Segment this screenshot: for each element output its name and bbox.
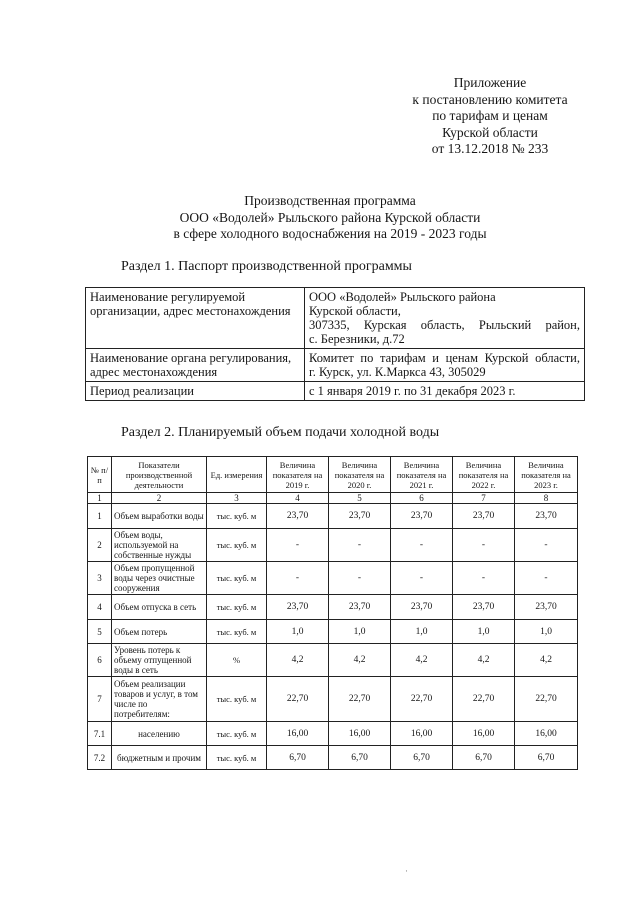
- row-number: 7.1: [88, 722, 112, 746]
- value-2020: 4,2: [329, 644, 391, 677]
- passport-value-line: с. Березники, д.72: [309, 332, 405, 346]
- row-number: 7.2: [88, 746, 112, 770]
- value-2021: 23,70: [391, 595, 453, 620]
- appendix-line: по тарифам и ценам: [432, 108, 548, 123]
- header-cell: Величина показателя на 2021 г.: [391, 457, 453, 493]
- value-2019: -: [267, 562, 329, 595]
- value-2022: -: [453, 562, 515, 595]
- value-2021: 1,0: [391, 620, 453, 644]
- value-2023: 1,0: [515, 620, 578, 644]
- value-2019: 22,70: [267, 677, 329, 722]
- unit-cell: тыс. куб. м: [207, 504, 267, 529]
- passport-value-line: Курской области,: [309, 304, 401, 318]
- unit-cell: тыс. куб. м: [207, 677, 267, 722]
- value-2023: -: [515, 529, 578, 562]
- passport-value-line: Комитет по тарифам и ценам Курской области,: [309, 351, 580, 365]
- value-2019: 6,70: [267, 746, 329, 770]
- value-2022: 16,00: [453, 722, 515, 746]
- row-number: 5: [88, 620, 112, 644]
- passport-value-line: г. Курск, ул. К.Маркса 43, 305029: [309, 365, 486, 379]
- row-number: 2: [88, 529, 112, 562]
- section2-heading: Раздел 2. Планируемый объем подачи холодной воды: [121, 425, 440, 440]
- passport-value-line: 307335, Курская область, Рыльский район,: [309, 318, 580, 332]
- value-2023: 16,00: [515, 722, 578, 746]
- value-2022: 23,70: [453, 595, 515, 620]
- column-number: 8: [515, 493, 578, 504]
- column-number: 2: [112, 493, 207, 504]
- passport-value: [305, 288, 585, 349]
- value-2023: 22,70: [515, 677, 578, 722]
- value-2021: 6,70: [391, 746, 453, 770]
- indicator-name: Объем реализации товаров и услуг, в том числе по потребителям:: [112, 677, 207, 722]
- column-number-row: [88, 493, 578, 504]
- value-2020: 6,70: [329, 746, 391, 770]
- value-2021: -: [391, 529, 453, 562]
- passport-label-text: Период реализации: [90, 384, 194, 398]
- column-number: 4: [267, 493, 329, 504]
- appendix-line: к постановлению комитета: [412, 91, 568, 107]
- value-2020: 22,70: [329, 677, 391, 722]
- passport-value: [305, 349, 585, 382]
- value-2023: 23,70: [515, 595, 578, 620]
- title-line: ООО «Водолей» Рыльского района Курской области: [179, 209, 481, 225]
- value-2020: 23,70: [329, 595, 391, 620]
- table-row: [88, 529, 578, 562]
- value-2022: 23,70: [453, 504, 515, 529]
- table-row: [88, 595, 578, 620]
- row-number: 7: [88, 677, 112, 722]
- passport-value: [305, 382, 585, 401]
- table-row: [88, 562, 578, 595]
- appendix-line: Приложение: [453, 75, 527, 90]
- value-2020: -: [329, 562, 391, 595]
- value-2019: 16,00: [267, 722, 329, 746]
- passport-table: [85, 287, 585, 401]
- volume-table: [87, 456, 578, 770]
- table-row: [88, 677, 578, 722]
- passport-row: [86, 288, 585, 349]
- scan-mark: ·: [405, 866, 408, 876]
- value-2023: 4,2: [515, 644, 578, 677]
- row-number: 4: [88, 595, 112, 620]
- unit-cell: тыс. куб. м: [207, 562, 267, 595]
- indicator-name: Объем выработки воды: [112, 504, 207, 529]
- value-2021: 16,00: [391, 722, 453, 746]
- row-number: 1: [88, 504, 112, 529]
- indicator-name: бюджетным и прочим: [112, 746, 207, 770]
- value-2023: -: [515, 562, 578, 595]
- value-2023: 23,70: [515, 504, 578, 529]
- table-row: [88, 746, 578, 770]
- appendix-line: Курской области: [442, 124, 538, 140]
- value-2019: 23,70: [267, 595, 329, 620]
- table-row: [88, 504, 578, 529]
- value-2022: 6,70: [453, 746, 515, 770]
- unit-cell: тыс. куб. м: [207, 620, 267, 644]
- indicator-name: Объем отпуска в сеть: [112, 595, 207, 620]
- value-2021: -: [391, 562, 453, 595]
- appendix-line: от 13.12.2018 № 233: [431, 141, 549, 156]
- header-cell: Величина показателя на 2020 г.: [329, 457, 391, 493]
- value-2019: -: [267, 529, 329, 562]
- column-number: 1: [88, 493, 112, 504]
- passport-label-text: Наименование регулируемой организации, адрес местонахождения: [90, 290, 291, 318]
- value-2020: -: [329, 529, 391, 562]
- document-title: [100, 193, 560, 243]
- table-row: [88, 644, 578, 677]
- passport-label: [86, 288, 305, 349]
- passport-row: [86, 349, 585, 382]
- value-2019: 1,0: [267, 620, 329, 644]
- indicator-name: Объем потерь: [112, 620, 207, 644]
- unit-cell: тыс. куб. м: [207, 529, 267, 562]
- column-number: 6: [391, 493, 453, 504]
- header-cell: Величина показателя на 2023 г.: [515, 457, 578, 493]
- row-number: 3: [88, 562, 112, 595]
- indicator-name: населению: [112, 722, 207, 746]
- passport-value-line: ООО «Водолей» Рыльского района: [309, 290, 496, 304]
- passport-row: [86, 382, 585, 401]
- passport-value-line: с 1 января 2019 г. по 31 декабря 2023 г.: [309, 384, 516, 398]
- header-cell: Показатели производственной деятельности: [112, 457, 207, 493]
- indicator-name: Объем пропущенной воды через очистные сооружения: [112, 562, 207, 595]
- column-number: 7: [453, 493, 515, 504]
- passport-label: [86, 349, 305, 382]
- value-2022: 4,2: [453, 644, 515, 677]
- unit-cell: %: [207, 644, 267, 677]
- header-cell: Величина показателя на 2022 г.: [453, 457, 515, 493]
- indicator-name: Уровень потерь к объему отпущенной воды в сеть: [112, 644, 207, 677]
- title-line: в сфере холодного водоснабжения на 2019 - 2023 годы: [173, 226, 487, 241]
- value-2021: 22,70: [391, 677, 453, 722]
- unit-cell: тыс. куб. м: [207, 746, 267, 770]
- value-2020: 23,70: [329, 504, 391, 529]
- value-2022: 1,0: [453, 620, 515, 644]
- value-2021: 23,70: [391, 504, 453, 529]
- header-cell: Ед. измерения: [207, 457, 267, 493]
- table-row: [88, 722, 578, 746]
- value-2020: 16,00: [329, 722, 391, 746]
- unit-cell: тыс. куб. м: [207, 722, 267, 746]
- value-2022: -: [453, 529, 515, 562]
- value-2023: 6,70: [515, 746, 578, 770]
- indicator-name: Объем воды, используемой на собственные нужды: [112, 529, 207, 562]
- header-cell: № п/п: [88, 457, 112, 493]
- passport-label: [86, 382, 305, 401]
- column-number: 5: [329, 493, 391, 504]
- volume-header-row: [88, 457, 578, 493]
- passport-label-text: Наименование органа регулирования, адрес местонахождения: [90, 351, 292, 379]
- table-row: [88, 620, 578, 644]
- value-2021: 4,2: [391, 644, 453, 677]
- title-line: Производственная программа: [244, 193, 416, 208]
- unit-cell: тыс. куб. м: [207, 595, 267, 620]
- section1-heading: Раздел 1. Паспорт производственной программы: [121, 259, 412, 274]
- appendix-block: [400, 75, 580, 158]
- value-2020: 1,0: [329, 620, 391, 644]
- row-number: 6: [88, 644, 112, 677]
- value-2022: 22,70: [453, 677, 515, 722]
- column-number: 3: [207, 493, 267, 504]
- value-2019: 4,2: [267, 644, 329, 677]
- header-cell: Величина показателя на 2019 г.: [267, 457, 329, 493]
- value-2019: 23,70: [267, 504, 329, 529]
